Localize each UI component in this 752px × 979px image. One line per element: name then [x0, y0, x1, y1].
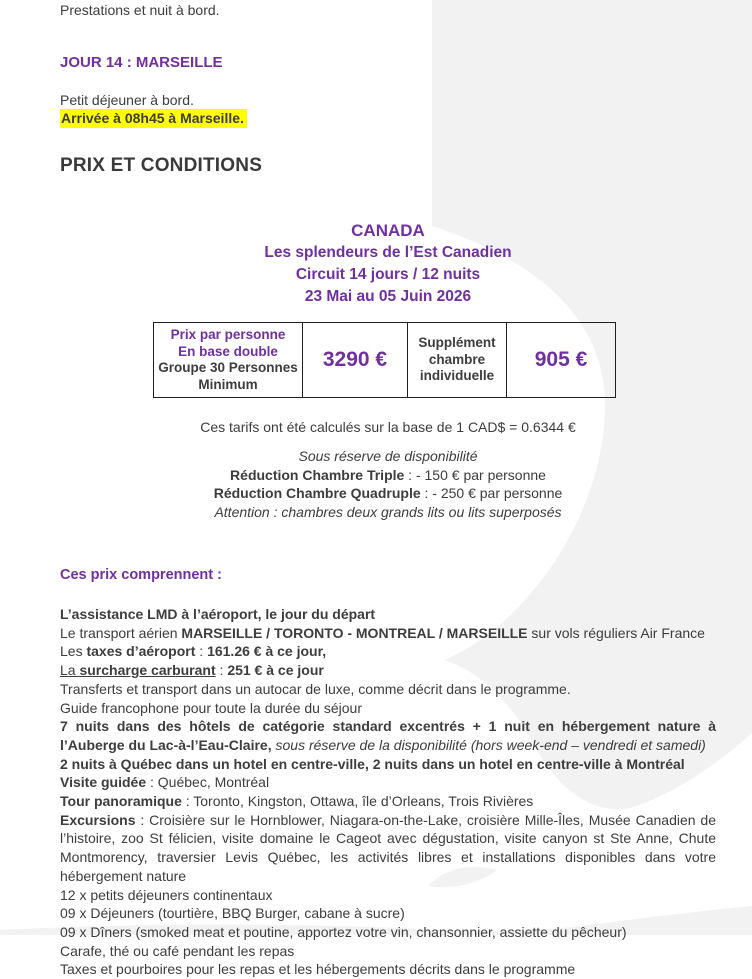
includes-line: L’assistance LMD à l’aéroport, le jour du départ: [60, 606, 376, 622]
attention-note: Attention : chambres deux grands lits ou lits superposés: [214, 504, 562, 521]
trip-country: CANADA: [351, 221, 425, 240]
rate-basis-line: Ces tarifs ont été calculés sur la base de 1 CAD$ = 0.6344 €: [200, 419, 576, 435]
includes-line: Le transport aérien MARSEILLE / TORONTO - MONTREAL / MARSEILLE sur vols réguliers Air France: [60, 624, 705, 641]
triple-reduction-value: : - 150 € par personne: [404, 466, 546, 483]
price-basis-line4: Minimum: [198, 376, 258, 392]
includes-list: [60, 605, 716, 979]
includes-line: Transferts et transport dans un autocar de luxe, comme décrit dans le programme.: [60, 680, 571, 697]
price-double-cell: [303, 323, 408, 398]
includes-line: Tour panoramique : Toronto, Kingston, Ottawa, île d’Orleans, Trois Rivières: [60, 793, 534, 810]
includes-line: Excursions : Croisière sur le Hornblower, Niagara-on-the-Lake, croisière Mille-Îles, Musée Canadien de l’histoire, zoo St félicien, visite domaine le Cageot avec dégustation, visite canyon st Ste Anne, Chute Montmorency, traversier Levis Québec, les activités libres et installations disponibles dans votre hébergement nature: [60, 811, 716, 884]
includes-line: Visite guidée : Québec, Montréal: [60, 774, 270, 791]
intro-line: Prestations et nuit à bord.: [60, 2, 220, 18]
triple-reduction-line: [60, 466, 716, 485]
includes-line: Les taxes d’aéroport : 161.26 € à ce jour,: [60, 643, 327, 660]
trip-name: Les splendeurs de l’Est Canadien: [264, 244, 512, 261]
single-supplement-line1: Supplément: [418, 335, 496, 351]
single-supplement-label-cell: [408, 323, 507, 398]
trip-title-block: [60, 219, 716, 308]
price-basis-line2: En base double: [178, 343, 278, 359]
includes-line: 12 x petits déjeuners continentaux: [60, 886, 273, 903]
includes-line: 7 nuits dans des hôtels de catégorie standard excentrés + 1 nuit en hébergement nature à l’Auberge du Lac-à-l’Eau-Claire, sous réserve de la disponibilité (hors week-end – vendredi et samedi): [60, 718, 716, 753]
single-supplement-value: 905 €: [534, 348, 588, 371]
single-supplement-line3: individuelle: [419, 368, 495, 384]
single-supplement-line2: chambre: [428, 351, 486, 367]
price-basis-line1: Prix par personne: [170, 327, 286, 342]
trip-duration: Circuit 14 jours / 12 nuits: [295, 266, 481, 283]
includes-line: 09 x Dîners (smoked meat et poutine, apportez votre vin, chansonnier, assiette du pêcheur): [60, 923, 627, 940]
quadruple-reduction-line: [60, 484, 716, 503]
section-title: PRIX ET CONDITIONS: [60, 155, 263, 176]
includes-line: 2 nuits à Québec dans un hotel en centre-ville, 2 nuits dans un hotel en centre-ville à Montréal: [60, 755, 685, 772]
price-table: [153, 322, 616, 398]
price-basis-cell: [154, 323, 303, 398]
includes-line: Guide francophone pour toute la durée du séjour: [60, 699, 362, 716]
quadruple-reduction-label: Réduction Chambre Quadruple: [213, 485, 421, 502]
price-double-value: 3290 €: [322, 348, 388, 371]
price-table-row: [154, 323, 616, 398]
price-basis-line3: Groupe 30 Personnes: [158, 360, 298, 375]
yellow-highlight: Arrivée à 08h45 à Marseille.: [60, 109, 247, 128]
quadruple-reduction-value: : - 250 € par personne: [420, 485, 563, 502]
includes-line: Carafe, thé ou café pendant les repas: [60, 942, 295, 959]
includes-heading: Ces prix comprennent :: [60, 567, 222, 583]
availability-note: Sous réserve de disponibilité: [298, 448, 478, 464]
includes-line: Taxes et pourboires pour les repas et les hébergements décrits dans le programme: [60, 961, 576, 978]
single-supplement-price-cell: [507, 323, 616, 398]
trip-dates: 23 Mai au 05 Juin 2026: [304, 288, 472, 305]
arrival-highlight-line: [60, 109, 247, 128]
includes-line: 09 x Déjeuners (tourtière, BBQ Burger, cabane à sucre): [60, 905, 405, 922]
day-heading: JOUR 14 : MARSEILLE: [60, 54, 223, 71]
day-breakfast-line: Petit déjeuner à bord.: [60, 92, 194, 108]
triple-reduction-label: Réduction Chambre Triple: [230, 466, 405, 483]
includes-line: La surcharge carburant : 251 € à ce jour: [60, 662, 324, 679]
availability-block: [60, 447, 716, 522]
